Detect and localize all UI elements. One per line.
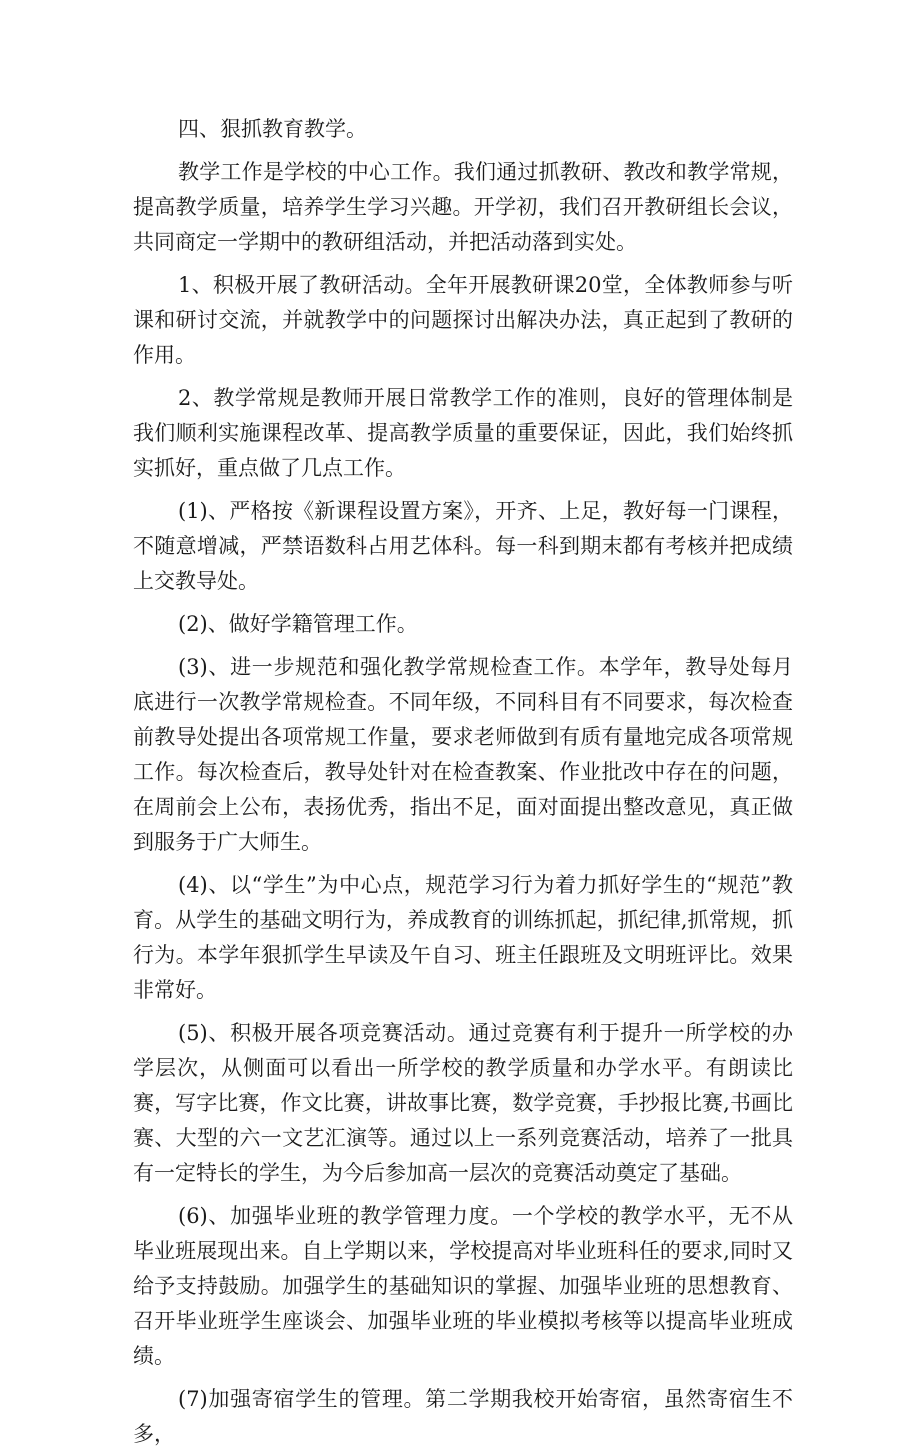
paragraph-subitem-4: (4)、以“学生”为中心点，规范学习行为着力抓好学生的“规范”教育。从学生的基础文明行为，养成教育的训练抓起，抓纪律,抓常规，抓行为。本学年狠抓学生早读及午自习、班主任跟班及文明班评比。效果非常好。	[133, 873, 793, 1002]
paragraph-item-2: 2、教学常规是教师开展日常教学工作的准则，良好的管理体制是我们顺利实施课程改革、提高教学质量的重要保证，因此，我们始终抓实抓好，重点做了几点工作。	[133, 386, 793, 480]
paragraph-subitem-2: (2)、做好学籍管理工作。	[178, 612, 418, 636]
document-body	[133, 112, 793, 1452]
paragraph-item-1: 1、积极开展了教研活动。全年开展教研课20堂，全体教师参与听课和研讨交流，并就教学中的问题探讨出解决办法，真正起到了教研的作用。	[133, 273, 793, 367]
paragraph-intro: 教学工作是学校的中心工作。我们通过抓教研、教改和教学常规，提高教学质量，培养学生学习兴趣。开学初，我们召开教研组长会议，共同商定一学期中的教研组活动，并把活动落到实处。	[133, 160, 793, 254]
paragraph-subitem-5: (5)、积极开展各项竞赛活动。通过竞赛有利于提升一所学校的办学层次，从侧面可以看出一所学校的教学质量和办学水平。有朗读比赛，写字比赛，作文比赛，讲故事比赛，数学竞赛，手抄报比赛,书画比赛、大型的六一文艺汇演等。通过以上一系列竞赛活动，培养了一批具有一定特长的学生，为今后参加高一层次的竞赛活动奠定了基础。	[133, 1021, 793, 1185]
paragraph-subitem-1: (1)、严格按《新课程设置方案》，开齐、上足，教好每一门课程，不随意增减，严禁语数科占用艺体科。每一科到期末都有考核并把成绩上交教导处。	[133, 499, 793, 593]
paragraph-subitem-7: (7)加强寄宿学生的管理。第二学期我校开始寄宿，虽然寄宿生不多，	[133, 1387, 793, 1446]
paragraph-subitem-3: (3)、进一步规范和强化教学常规检查工作。本学年，教导处每月底进行一次教学常规检查。不同年级，不同科目有不同要求，每次检查前教导处提出各项常规工作量，要求老师做到有质有量地完成各项常规工作。每次检查后，教导处针对在检查教案、作业批改中存在的问题，在周前会上公布，表扬优秀，指出不足，面对面提出整改意见，真正做到服务于广大师生。	[133, 655, 793, 854]
paragraph-subitem-6: (6)、加强毕业班的教学管理力度。一个学校的教学水平，无不从毕业班展现出来。自上学期以来，学校提高对毕业班科任的要求,同时又给予支持鼓励。加强学生的基础知识的掌握、加强毕业班的思想教育、召开毕业班学生座谈会、加强毕业班的毕业模拟考核等以提高毕业班成绩。	[133, 1204, 793, 1368]
section-heading: 四、狠抓教育教学。	[178, 117, 367, 141]
